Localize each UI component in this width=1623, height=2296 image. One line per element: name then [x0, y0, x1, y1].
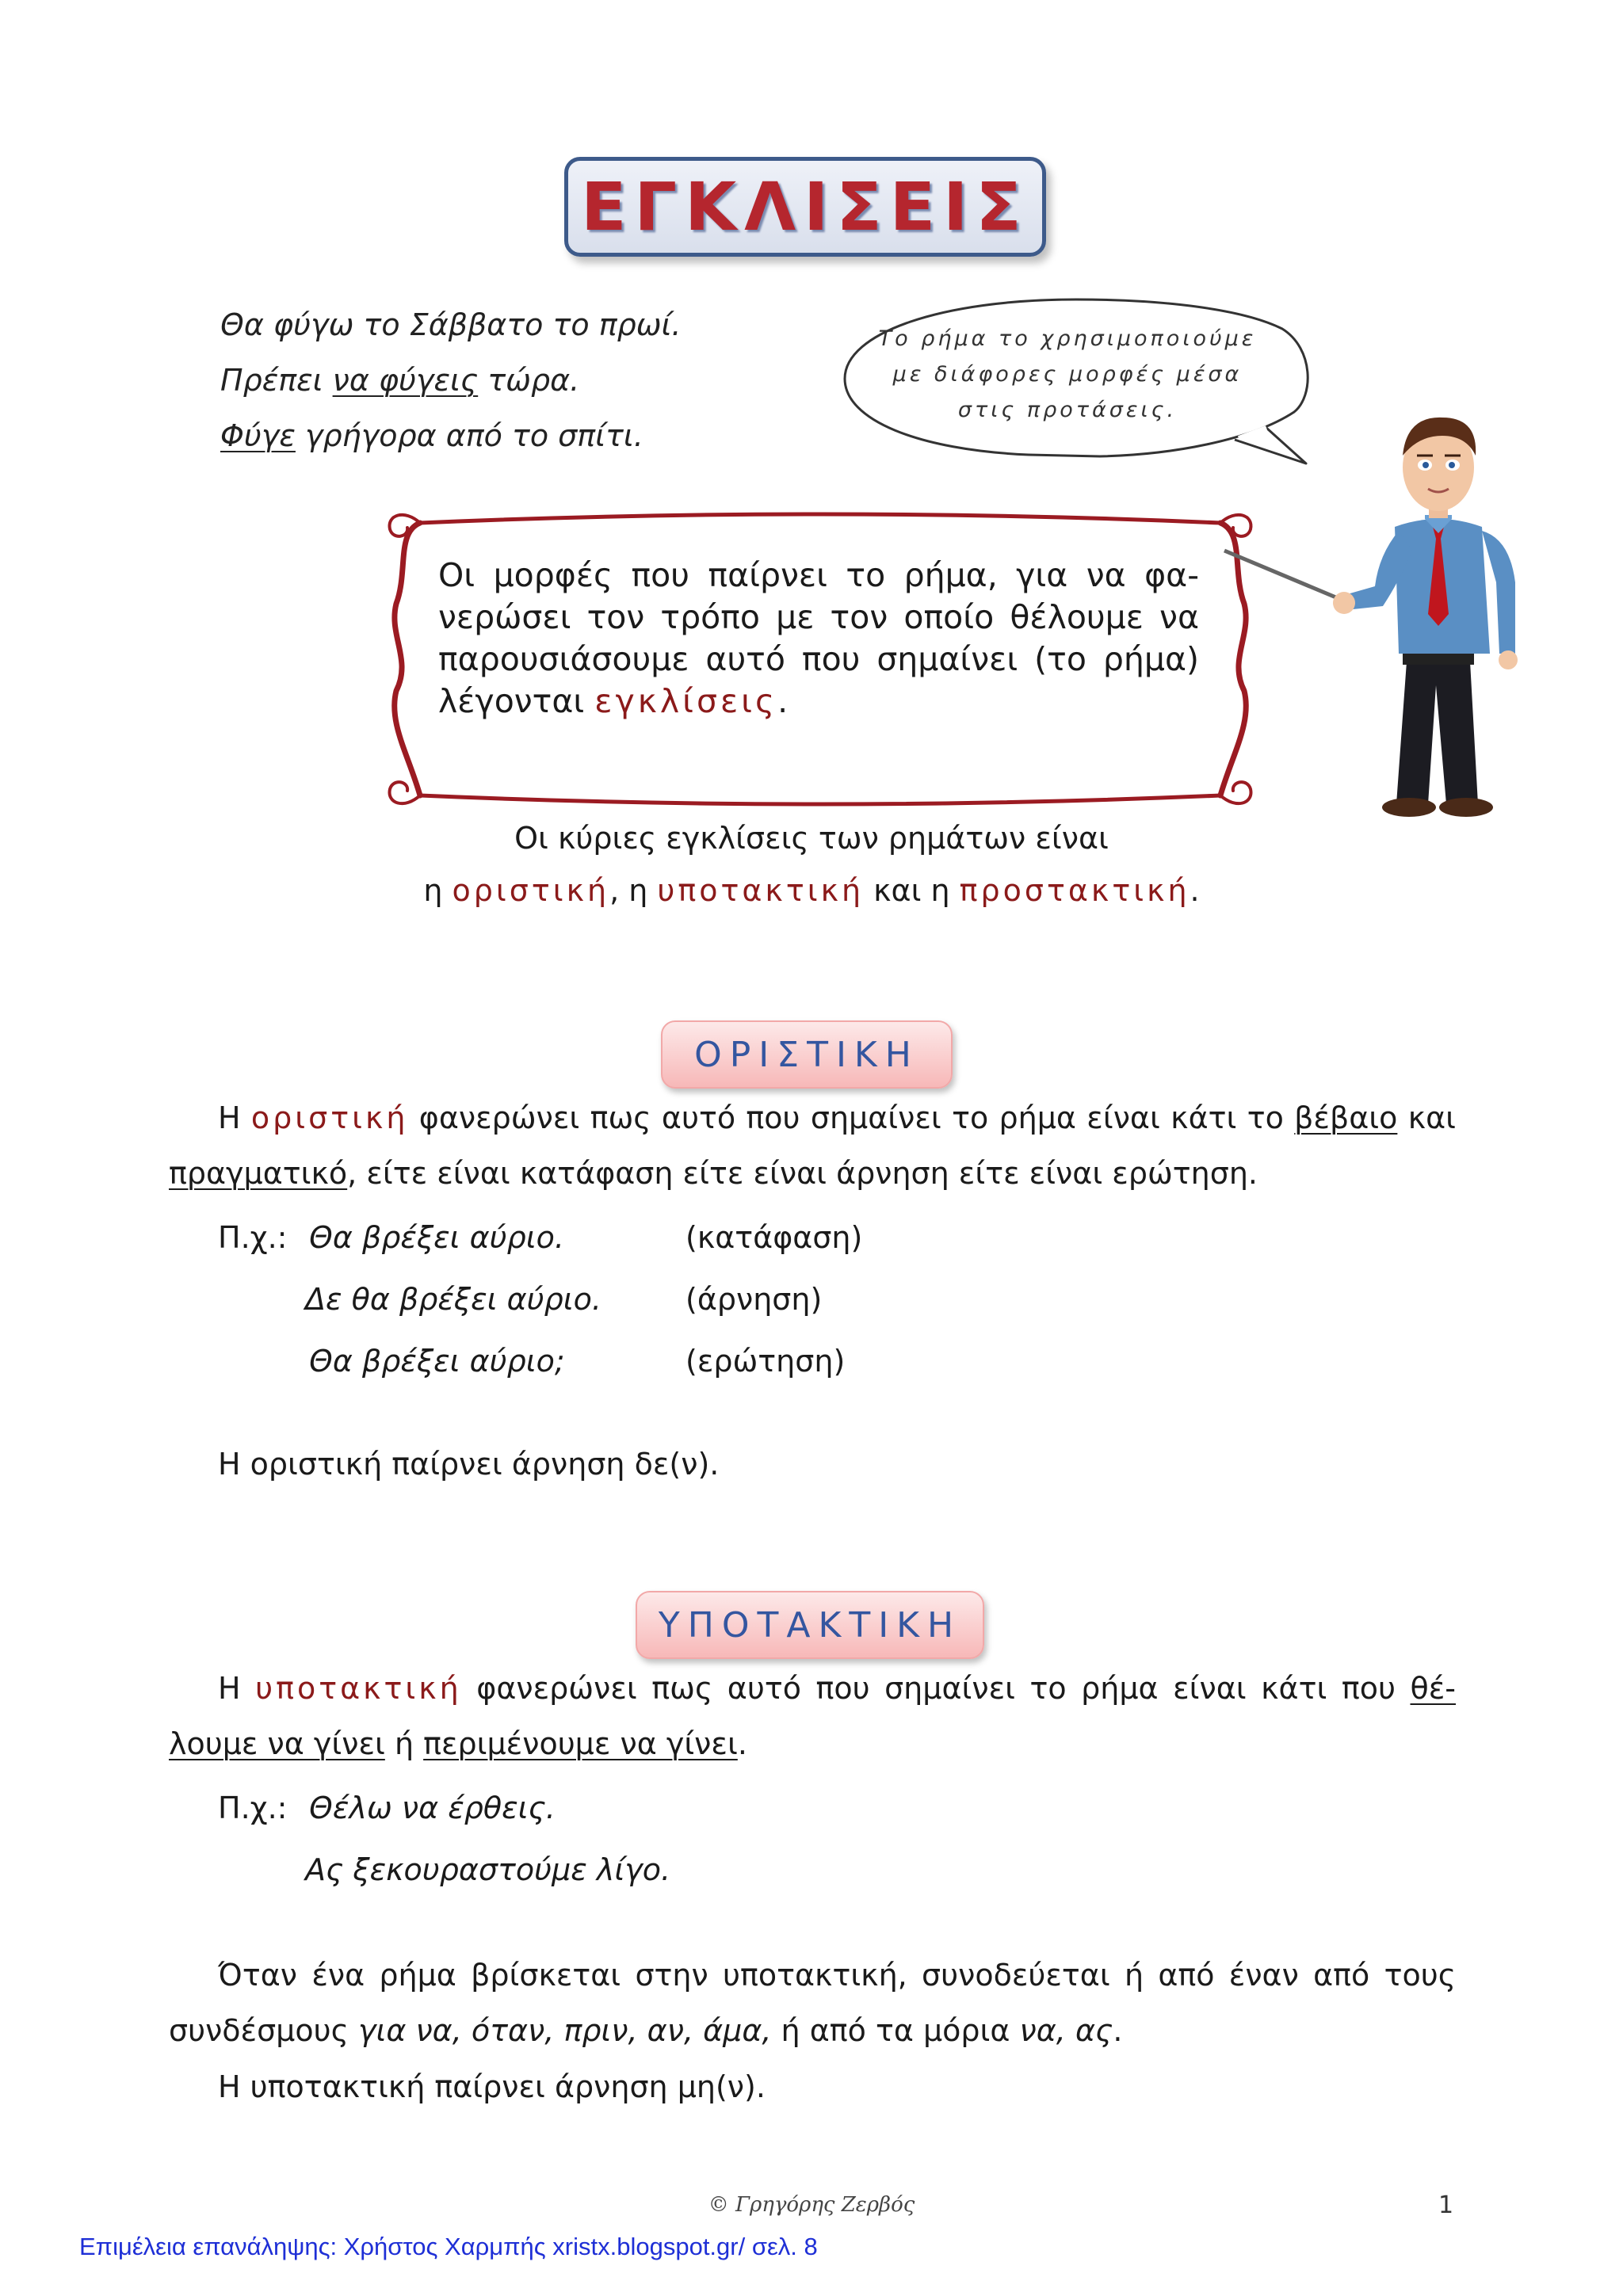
oristiki-example-1-type: (κατάφαση) [685, 1220, 863, 1255]
main-moods-line-1: Οι κύριες εγκλίσεις των ρημάτων είναι [514, 821, 1109, 856]
intro-line-1: Θα φύγω το Σάββατο το πρωί. [220, 307, 682, 342]
oristiki-example-1: Θα βρέξει αύριο. [309, 1220, 564, 1255]
teacher-illustration [1205, 400, 1553, 828]
footer-credit: © Γρηγόρης Ζερβός [708, 2193, 915, 2217]
intro-line-2: Πρέπει να φύγεις τώρα. [220, 363, 580, 398]
ypotaktiki-eg-label: Π.χ.: [218, 1791, 288, 1825]
intro-line-3: Φύγε γρήγορα από το σπίτι. [220, 418, 643, 453]
definition-term: εγκλίσεις [594, 682, 778, 720]
oristiki-heading [661, 1020, 953, 1089]
ypotaktiki-para-line-1: Η υποτακτική φανερώνει πως αυτό που σημαίνει το ρήμα είναι κάτι που θέ- [218, 1671, 1456, 1706]
bubble-line-1: Το ρήμα το χρησιμοποιούμε [878, 326, 1257, 351]
oristiki-example-3: Θα βρέξει αύριο; [309, 1344, 565, 1379]
footer-link[interactable]: Επιμέλεια επανάληψης: Χρήστος Χαρμπής xristx.blogspot.gr/ σελ. 8 [79, 2233, 818, 2260]
main-moods-line-2: η οριστική, η υποτακτική και η προστακτική. [423, 873, 1200, 908]
oristiki-negation: Η οριστική παίρνει άρνηση δε(ν). [218, 1447, 720, 1482]
oristiki-example-2: Δε θα βρέξει αύριο. [305, 1282, 601, 1317]
bubble-line-3: στις προτάσεις. [957, 398, 1178, 422]
ypotaktiki-para-line-2: λουμε να γίνει ή περιμένουμε να γίνει. [169, 1726, 747, 1761]
oristiki-para-line-1: Η οριστική φανερώνει πως αυτό που σημαίνει το ρήμα είναι κάτι το βέβαιο και [218, 1100, 1457, 1135]
bubble-line-2: με διάφορες μορφές μέσα [892, 362, 1243, 387]
ypotaktiki-heading [636, 1591, 984, 1659]
oristiki-example-3-type: (ερώτηση) [685, 1344, 846, 1379]
ypotaktiki-example-1: Θέλω να έρθεις. [309, 1791, 556, 1825]
ypotaktiki-heading-text: ΥΠΟΤΑΚΤΙΚΗ [658, 1604, 962, 1646]
oristiki-heading-text: ΟΡΙΣΤΙΚΗ [694, 1034, 919, 1075]
page-title: ΕΓΚΛΙΣΕΙΣ [581, 168, 1029, 246]
page-number: 1 [1438, 2191, 1454, 2219]
oristiki-para-line-2: πραγματικό, είτε είναι κατάφαση είτε είναι άρνηση είτε είναι ερώτηση. [169, 1156, 1258, 1191]
ypotaktiki-example-2: Ας ξεκουραστούμε λίγο. [305, 1852, 671, 1887]
ypotaktiki-negation: Η υποτακτική παίρνει άρνηση μη(ν). [218, 2069, 766, 2104]
title-box [564, 157, 1046, 257]
ypotaktiki-conj-line-1: Όταν ένα ρήμα βρίσκεται στην υποτακτική, συνοδεύεται ή από έναν από τους [218, 1958, 1456, 1993]
ypotaktiki-conj-line-2: συνδέσμους για να, όταν, πριν, αν, άμα, ή από τα μόρια να, ας. [169, 2013, 1123, 2048]
oristiki-example-2-type: (άρνηση) [685, 1282, 823, 1317]
oristiki-eg-label: Π.χ.: [218, 1220, 288, 1255]
definition-text: Οι μορφές που παίρνει το ρήμα, για να φα- νερώσει τον τρόπο με τον οποίο θέλουμε να παρουσιάσουμε αυτό που σημαίνει (το ρήμα) λέγονται εγκλίσεις. [438, 556, 1199, 720]
